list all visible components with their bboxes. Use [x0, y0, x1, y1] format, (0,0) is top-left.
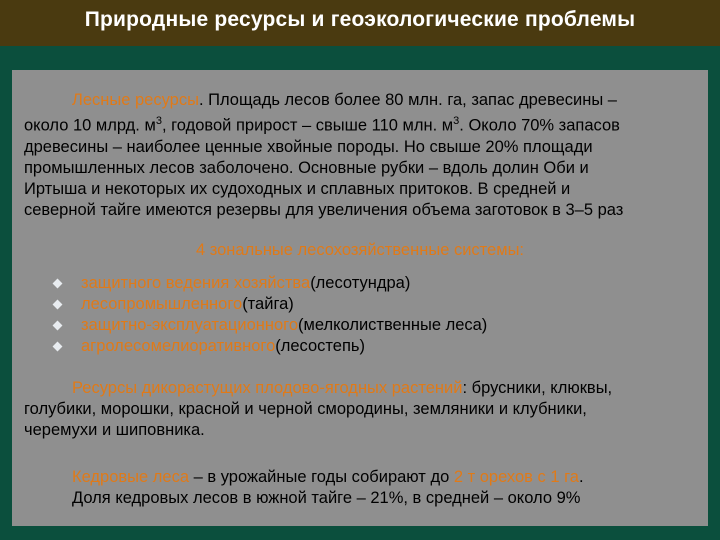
- cedar-end: .: [578, 468, 584, 486]
- forest-line-1a: около 10 млрд. м: [24, 116, 156, 135]
- system-name: лесопромышленного: [81, 295, 243, 313]
- wild-paragraph: [24, 378, 612, 441]
- cedar-paragraph: [72, 467, 584, 509]
- wild-line-0: : брусники, клюквы,: [462, 379, 613, 397]
- list-item: [52, 294, 487, 315]
- forest-heading: Лесные ресурсы: [72, 91, 199, 109]
- content-panel: [12, 70, 708, 526]
- wild-line-2: черемухи и шиповника.: [24, 421, 205, 439]
- system-name: защитно-эксплуатационного: [81, 316, 299, 334]
- system-zone: (мелколиственные леса): [298, 316, 488, 334]
- system-zone: (лесотундра): [310, 274, 411, 292]
- forest-line-5: северной тайге имеются резервы для увеличения объема заготовок в 3–5 раз: [24, 200, 624, 219]
- superscript: 3: [155, 115, 162, 127]
- wild-line-1: голубики, морошки, красной и черной смородины, земляники и клубники,: [24, 400, 587, 418]
- forest-line-1c: . Около 70% запасов: [459, 116, 620, 135]
- superscript: 3: [453, 115, 460, 127]
- forest-line-0: . Площадь лесов более 80 млн. га, запас древесины –: [198, 91, 617, 109]
- title-bar: [0, 0, 720, 46]
- system-name: агролесомелиоративного: [81, 337, 276, 355]
- diamond-bullet-icon: [53, 300, 63, 310]
- wild-heading: Ресурсы дикорастущих плодово-ягодных растений: [72, 379, 463, 397]
- system-name: защитного ведения хозяйства: [81, 274, 311, 292]
- forest-line-4: Иртыша и некоторых их судоходных и сплавных притоков. В средней и: [24, 179, 571, 198]
- list-item: [52, 273, 487, 294]
- diamond-bullet-icon: [53, 321, 63, 331]
- diamond-bullet-icon: [53, 342, 63, 352]
- cedar-line-1: Доля кедровых лесов в южной тайге – 21%, в средней – около 9%: [72, 489, 581, 507]
- cedar-text: – в урожайные годы собирают до: [189, 468, 454, 486]
- forest-line-2: древесины – наиболее ценные хвойные породы. Но свыше 20% площади: [24, 137, 593, 156]
- diamond-bullet-icon: [53, 279, 63, 289]
- list-item: [52, 315, 487, 336]
- systems-heading: 4 зональные лесохозяйственные системы:: [195, 241, 525, 259]
- forest-line-1b: , годовой прирост – свыше 110 млн. м: [161, 116, 454, 135]
- slide-title: Природные ресурсы и геоэкологические проблемы: [84, 8, 636, 31]
- cedar-amount: 2 т орехов с 1 га: [453, 468, 579, 486]
- system-zone: (тайга): [242, 295, 294, 313]
- list-item: [52, 336, 487, 357]
- forest-line-3: промышленных лесов заболочено. Основные рубки – вдоль долин Оби и: [24, 158, 589, 177]
- systems-list: [52, 273, 487, 357]
- system-zone: (лесостепь): [275, 337, 365, 355]
- cedar-heading: Кедровые леса: [72, 468, 190, 486]
- forest-paragraph: [24, 90, 623, 221]
